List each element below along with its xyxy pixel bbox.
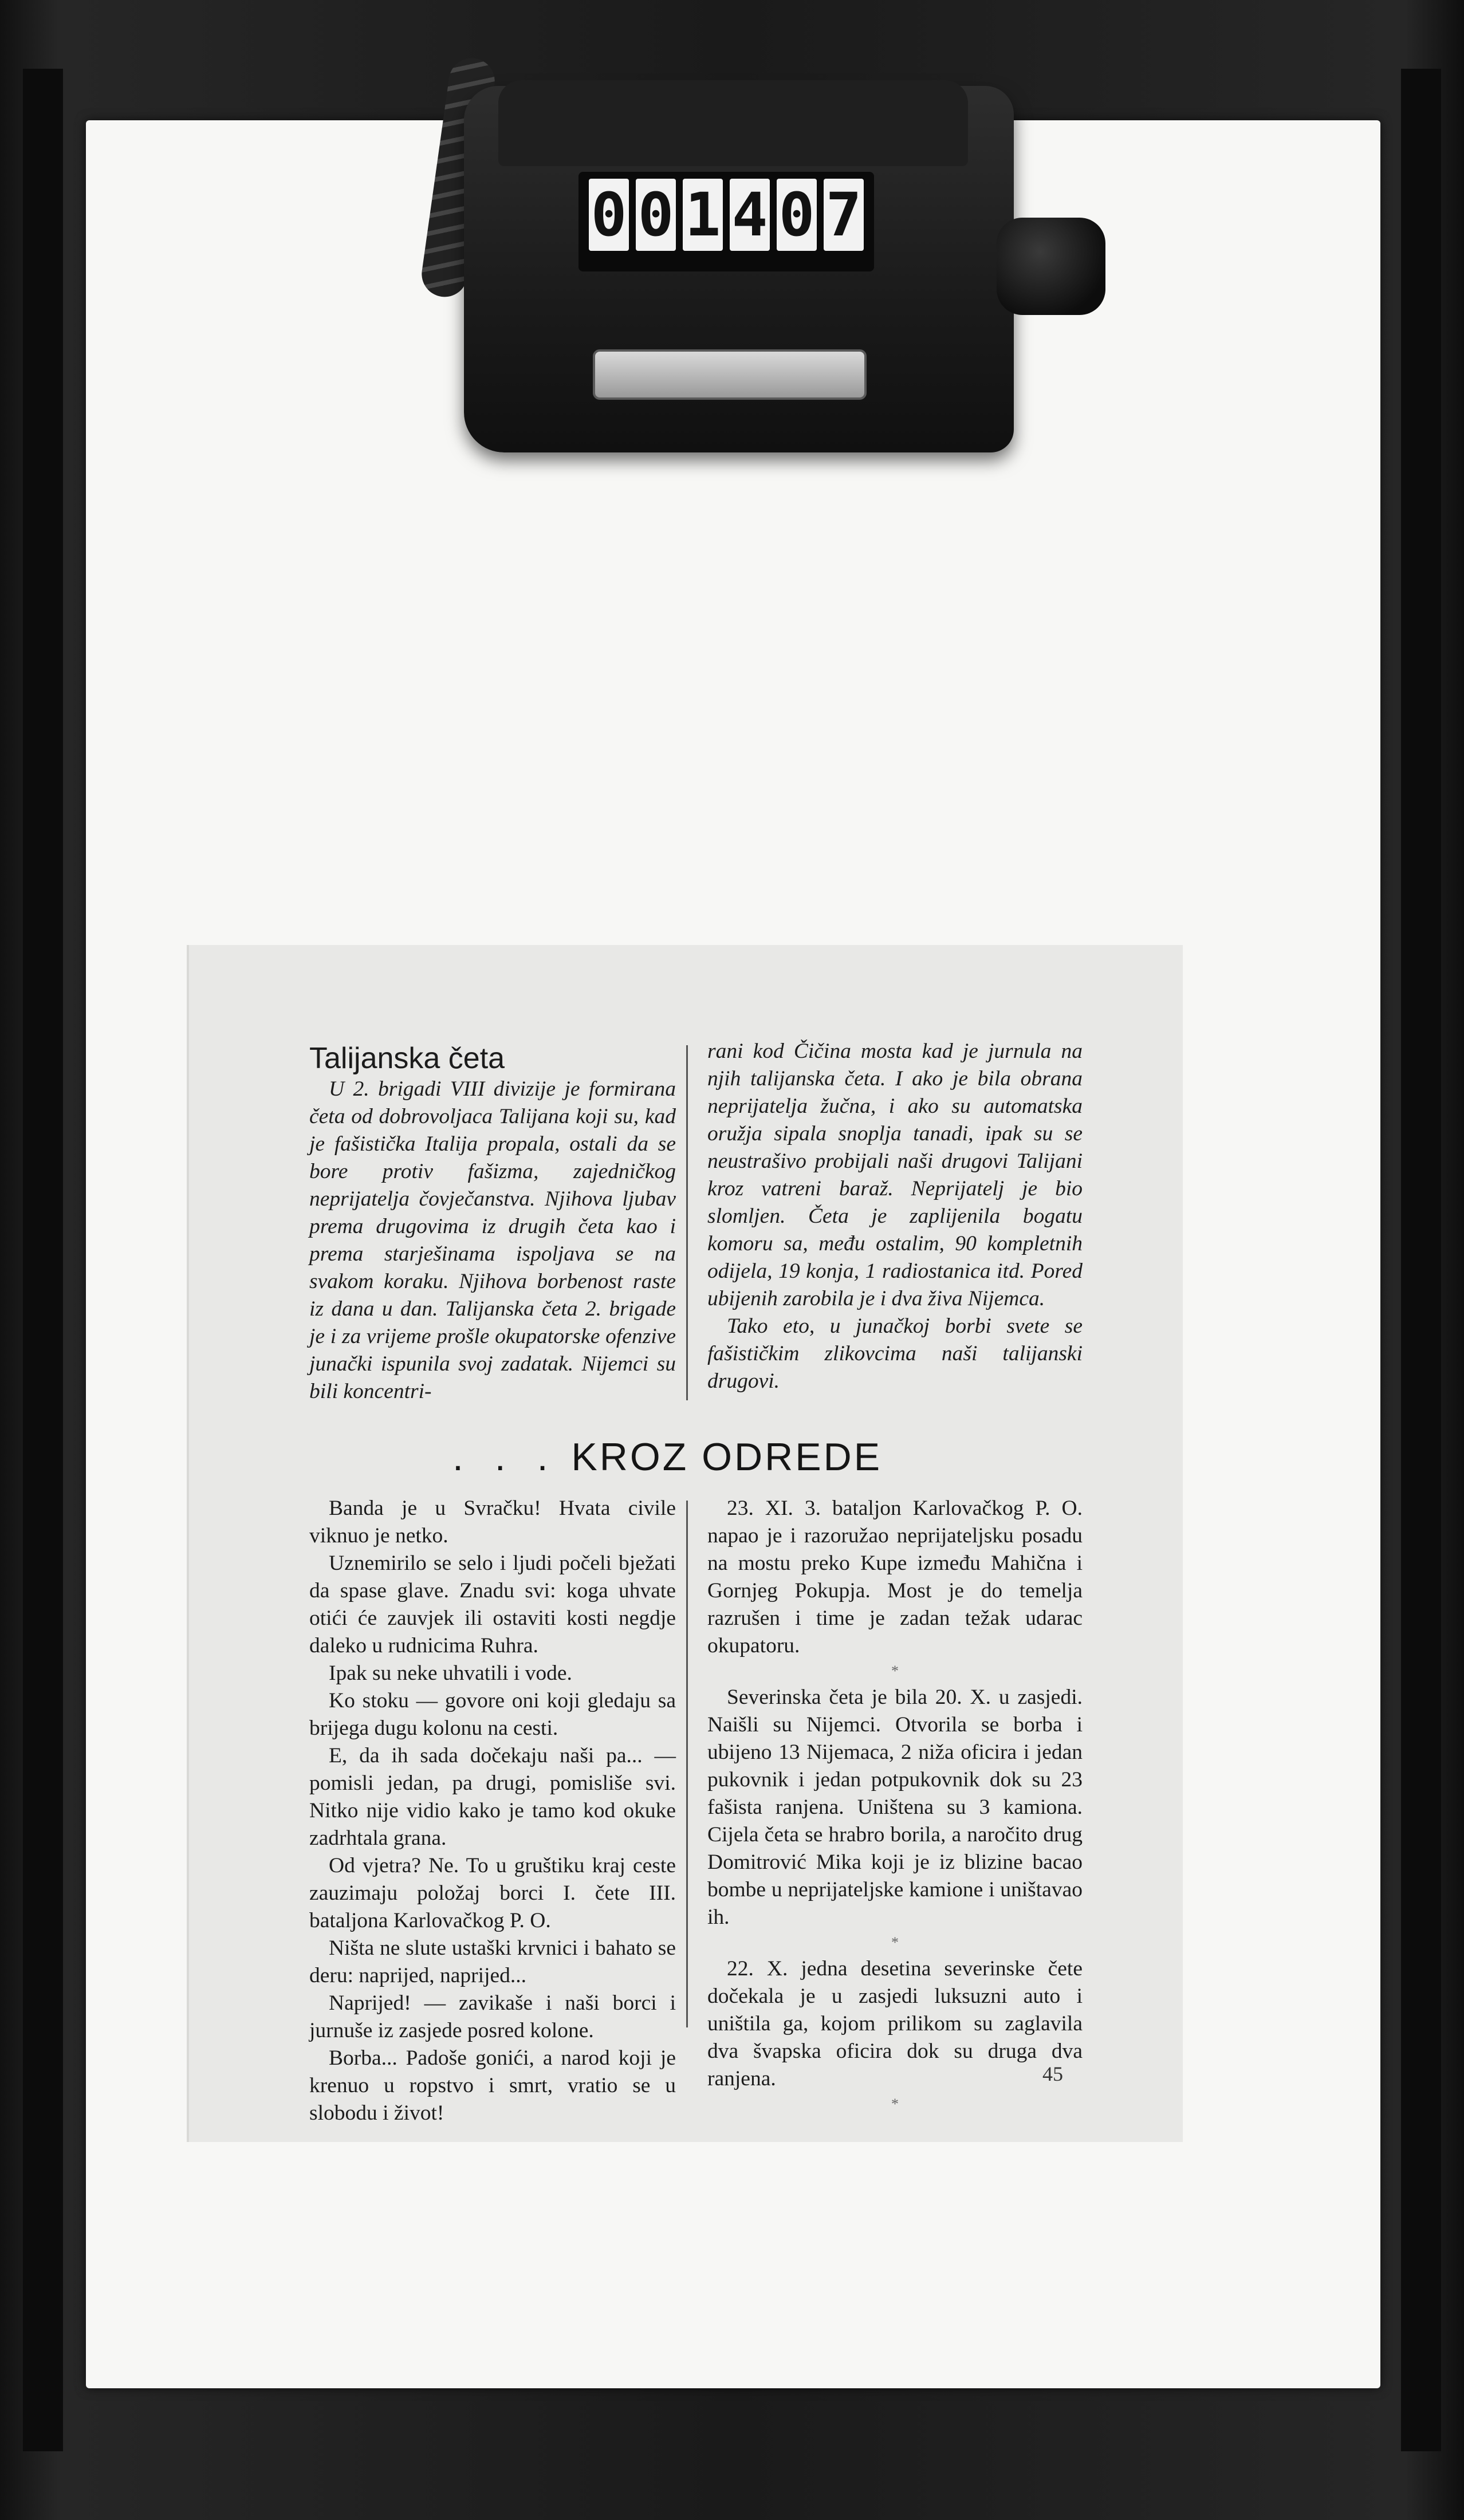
article-italian-company-left [309, 1042, 676, 1405]
article-body: rani kod Čičina mosta kad je jurnula na njih talijanska četa. I ako je bila obrana neprijatelja žučna, i ako su automatska oružja sipala snoplja tanadi, ipak su se neustrašivo probijali naši drugovi Talijani kroz vatreni baraž. Neprijatelj je bio slomljen. Četa je zaplijenila bogatu komoru sa, među ostalim, 90 kompletnih odijela, 19 konja, 1 radiostanica itd. Pored ubijenih zarobila je i dva živa Nijemca. [707, 1040, 1083, 1310]
paragraph: 22. X. jedna desetina severinske čete dočekala je u zasjedi luksuzni auto i uništila ga, kojom prilikom su zaglavila dva švapska oficira dok su druga dva ranjena. [707, 1957, 1083, 2090]
counter-digit: 0 [777, 179, 817, 251]
paragraph: Ništa ne slute ustaški krvnici i bahato se deru: naprijed, naprijed... [309, 1936, 676, 1987]
paragraph: E, da ih sada dočekaju naši pa... — pomisli jedan, pa drugi, pomisliše svi. Nitko nije vidio kako je tamo kod okuke zadrhtala grana. [309, 1744, 676, 1850]
paragraph: Severinska četa je bila 20. X. u zasjedi. Naišli su Nijemci. Otvorila se borba i ubijeno 13 Nijemaca, 2 niža oficira i jedan pukovnik i jedan potpukovnik dok su 23 fašista ranjena. Uništena su 3 kamiona. Cijela četa se hrabro borila, a naročito drug Domitrović Mika koji je iz blizine bacao bombe u neprijateljske kamione i uništavao ih. [707, 1686, 1083, 1929]
scanned-page [189, 945, 1183, 2142]
paragraph: Borba... Padoše gonići, a narod koji je krenuo u ropstvo i smrt, vratio se u slobodu i život! [309, 2046, 676, 2125]
paragraph: Uznemirilo se selo i ljudi počeli bježati da spase glave. Znadu svi: koga uhvate otići će zauvjek ili ostaviti kosti negdje daleko u rudnicima Ruhra. [309, 1552, 676, 1657]
paragraph: Banda je u Svračku! Hvata civile viknuo je netko. [309, 1497, 676, 1548]
counter-digit: 0 [636, 179, 676, 251]
separator-star: * [891, 1934, 899, 1951]
counter-digit: 1 [683, 179, 723, 251]
counter-plate [593, 349, 867, 400]
paragraph: Ipak su neke uhvatili i vode. [329, 1661, 572, 1685]
separator-star: * [891, 2096, 899, 2112]
film-edge-left [23, 69, 63, 2451]
article-body: U 2. brigadi VIII divizije je formirana četa od dobrovoljaca Talijana koji su, kad je fašistička Italija propala, ostali da se bore protiv fašizma, zajedničkog neprijatelja čovječanstva. Njihova ljubav prema drugovima iz drugih četa kao i prema starješinama ispoljava se na svakom koraku. Njihova borbenost raste iz dana u dan. Talijanska četa 2. brigade je i za vrijeme prošle okupatorske ofenzive junački ispunila svoj zadatak. Nijemci su bili koncentri- [309, 1077, 676, 1403]
article-detachments-left [309, 1495, 676, 2127]
counter-digit: 7 [824, 179, 864, 251]
frame-counter-device [464, 86, 1014, 452]
column-divider [686, 1501, 688, 2027]
film-edge-right [1401, 69, 1441, 2451]
paragraph: Naprijed! — zavikaše i naši borci i jurnuše iz zasjede posred kolone. [309, 1991, 676, 2042]
article-detachments-right [707, 1495, 1083, 2117]
counter-display [578, 172, 874, 271]
column-divider [686, 1045, 688, 1400]
paragraph: 23. XI. 3. bataljon Karlovačkog P. O. napao je i razoružao neprijateljsku posadu na mostu preko Kupe između Mahična i Gornjeg Pokupja. Most je do temelja razrušen i time je zadan težak udarac okupatoru. [707, 1497, 1083, 1657]
paragraph: Od vjetra? Ne. To u gruštiku kraj ceste zauzimaju položaj borci I. čete III. bataljona Karlovačkog P. O. [309, 1854, 676, 1932]
counter-digit: 0 [589, 179, 629, 251]
article-body: Tako eto, u junačkoj borbi svete se fašističkim zlikovcima naši talijanski drugovi. [707, 1314, 1083, 1393]
heading-dots: . . . [452, 1435, 558, 1479]
heading-title: KROZ ODREDE [571, 1435, 883, 1479]
separator-star: * [891, 1663, 899, 1679]
section-heading [452, 1435, 882, 1479]
counter-top [498, 80, 968, 166]
counter-knob-icon [997, 218, 1105, 315]
counter-digit: 4 [730, 179, 770, 251]
page-number: 45 [1042, 2062, 1063, 2085]
article-title: Talijanska četa [309, 1042, 505, 1075]
article-italian-company-right [707, 1038, 1083, 1395]
paragraph: Ko stoku — govore oni koji gledaju sa brijega dugu kolonu na cesti. [309, 1689, 676, 1740]
